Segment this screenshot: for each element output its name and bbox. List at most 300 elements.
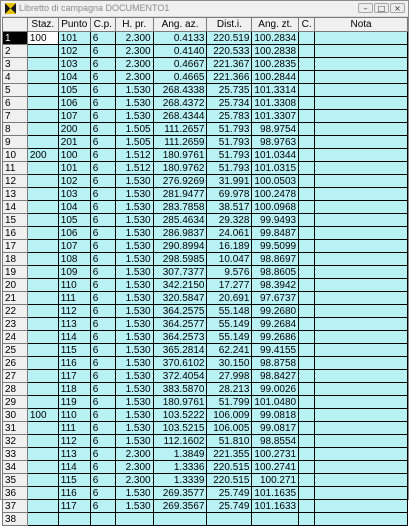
grid-cell[interactable]: [27, 513, 58, 526]
grid-cell[interactable]: 268.4372: [153, 97, 207, 110]
grid-cell[interactable]: [299, 279, 315, 292]
grid-cell[interactable]: 6: [90, 422, 115, 435]
grid-cell[interactable]: [299, 305, 315, 318]
grid-cell[interactable]: [27, 253, 58, 266]
grid-cell[interactable]: 114: [58, 461, 90, 474]
row-header[interactable]: 12: [3, 175, 28, 188]
row-header[interactable]: 3: [3, 58, 28, 71]
grid-cell[interactable]: [299, 214, 315, 227]
grid-cell[interactable]: [315, 344, 408, 357]
column-header[interactable]: H. pr.: [115, 18, 153, 32]
row-header[interactable]: 15: [3, 214, 28, 227]
table-row[interactable]: [3, 162, 408, 175]
grid-cell[interactable]: 220.515: [207, 461, 252, 474]
grid-cell[interactable]: [299, 318, 315, 331]
grid-cell[interactable]: 6: [90, 409, 115, 422]
grid-cell[interactable]: 101.3308: [252, 97, 299, 110]
grid-cell[interactable]: 25.749: [207, 500, 252, 513]
grid-cell[interactable]: [27, 97, 58, 110]
grid-cell[interactable]: 101.1635: [252, 487, 299, 500]
grid-cell[interactable]: [27, 461, 58, 474]
grid-cell[interactable]: [315, 500, 408, 513]
grid-cell[interactable]: [27, 279, 58, 292]
grid-cell[interactable]: 6: [90, 370, 115, 383]
grid-cell[interactable]: 29.328: [207, 214, 252, 227]
grid-cell[interactable]: 106: [58, 227, 90, 240]
row-header[interactable]: 6: [3, 97, 28, 110]
grid-cell[interactable]: 100.0968: [252, 201, 299, 214]
grid-cell[interactable]: 105: [58, 214, 90, 227]
grid-cell[interactable]: [90, 513, 115, 526]
grid-cell[interactable]: 1.530: [115, 188, 153, 201]
grid-cell[interactable]: [27, 110, 58, 123]
grid-cell[interactable]: 2.300: [115, 32, 153, 45]
column-header[interactable]: Staz.: [27, 18, 58, 32]
grid-cell[interactable]: [299, 487, 315, 500]
row-header[interactable]: 17: [3, 240, 28, 253]
grid-cell[interactable]: [27, 500, 58, 513]
grid-cell[interactable]: 25.749: [207, 487, 252, 500]
grid-cell[interactable]: [299, 344, 315, 357]
grid-cell[interactable]: [315, 58, 408, 71]
grid-cell[interactable]: 111: [58, 422, 90, 435]
grid-cell[interactable]: 1.3336: [153, 461, 207, 474]
grid-cell[interactable]: 27.998: [207, 370, 252, 383]
grid-cell[interactable]: [299, 175, 315, 188]
grid-cell[interactable]: [315, 175, 408, 188]
grid-cell[interactable]: [27, 383, 58, 396]
grid-cell[interactable]: 16.189: [207, 240, 252, 253]
row-header[interactable]: 37: [3, 500, 28, 513]
table-row[interactable]: [3, 305, 408, 318]
grid-cell[interactable]: [315, 32, 408, 45]
grid-cell[interactable]: [58, 513, 90, 526]
table-row[interactable]: [3, 279, 408, 292]
grid-cell[interactable]: 221.367: [207, 58, 252, 71]
grid-cell[interactable]: [315, 279, 408, 292]
table-row[interactable]: [3, 448, 408, 461]
grid-cell[interactable]: 69.978: [207, 188, 252, 201]
grid-cell[interactable]: 2.300: [115, 71, 153, 84]
grid-cell[interactable]: 6: [90, 318, 115, 331]
table-row[interactable]: [3, 227, 408, 240]
grid-cell[interactable]: [315, 253, 408, 266]
grid-cell[interactable]: 298.5985: [153, 253, 207, 266]
grid-cell[interactable]: 6: [90, 266, 115, 279]
grid-cell[interactable]: 6: [90, 331, 115, 344]
row-header[interactable]: 13: [3, 188, 28, 201]
grid-cell[interactable]: 1.505: [115, 123, 153, 136]
grid-cell[interactable]: 364.2575: [153, 305, 207, 318]
grid-cell[interactable]: 20.691: [207, 292, 252, 305]
grid-cell[interactable]: 1.530: [115, 422, 153, 435]
column-header[interactable]: C.p.: [90, 18, 115, 32]
table-row[interactable]: [3, 500, 408, 513]
row-header[interactable]: 19: [3, 266, 28, 279]
grid-cell[interactable]: 100.2741: [252, 461, 299, 474]
grid-cell[interactable]: 51.799: [207, 396, 252, 409]
grid-cell[interactable]: 370.6102: [153, 357, 207, 370]
grid-cell[interactable]: 116: [58, 357, 90, 370]
grid-cell[interactable]: 6: [90, 305, 115, 318]
row-header[interactable]: 1: [3, 32, 28, 45]
grid-cell[interactable]: 102: [58, 45, 90, 58]
grid-cell[interactable]: [315, 305, 408, 318]
grid-cell[interactable]: [299, 45, 315, 58]
grid-cell[interactable]: [299, 461, 315, 474]
grid-cell[interactable]: [315, 110, 408, 123]
grid-cell[interactable]: 6: [90, 45, 115, 58]
grid-cell[interactable]: 100.2838: [252, 45, 299, 58]
grid-cell[interactable]: [315, 84, 408, 97]
grid-cell[interactable]: [315, 266, 408, 279]
grid-cell[interactable]: 112.1602: [153, 435, 207, 448]
grid-cell[interactable]: [27, 71, 58, 84]
grid-cell[interactable]: 2.300: [115, 474, 153, 487]
row-header[interactable]: 8: [3, 123, 28, 136]
grid-cell[interactable]: 100: [27, 32, 58, 45]
grid-cell[interactable]: 286.9837: [153, 227, 207, 240]
grid-cell[interactable]: 98.9763: [252, 136, 299, 149]
grid-cell[interactable]: 1.512: [115, 162, 153, 175]
grid-cell[interactable]: 364.2577: [153, 318, 207, 331]
grid-cell[interactable]: [299, 435, 315, 448]
grid-cell[interactable]: [315, 331, 408, 344]
grid-cell[interactable]: 1.530: [115, 487, 153, 500]
grid-cell[interactable]: 1.530: [115, 305, 153, 318]
grid-cell[interactable]: 114: [58, 331, 90, 344]
row-header[interactable]: 31: [3, 422, 28, 435]
grid-cell[interactable]: 101.0344: [252, 149, 299, 162]
grid-cell[interactable]: 200: [27, 149, 58, 162]
grid-cell[interactable]: 220.515: [207, 474, 252, 487]
grid-cell[interactable]: 220.533: [207, 45, 252, 58]
grid-cell[interactable]: 268.4338: [153, 84, 207, 97]
grid-cell[interactable]: 269.3567: [153, 500, 207, 513]
grid-cell[interactable]: 6: [90, 201, 115, 214]
grid-cell[interactable]: 31.991: [207, 175, 252, 188]
grid-cell[interactable]: [315, 149, 408, 162]
row-header[interactable]: 10: [3, 149, 28, 162]
grid-cell[interactable]: 1.530: [115, 253, 153, 266]
grid-cell[interactable]: 17.277: [207, 279, 252, 292]
grid-cell[interactable]: 100.2834: [252, 32, 299, 45]
grid-cell[interactable]: 1.530: [115, 344, 153, 357]
grid-cell[interactable]: [27, 422, 58, 435]
grid-cell[interactable]: 107: [58, 110, 90, 123]
grid-cell[interactable]: [315, 513, 408, 526]
grid-cell[interactable]: 1.530: [115, 331, 153, 344]
grid-cell[interactable]: 6: [90, 227, 115, 240]
grid-cell[interactable]: [299, 513, 315, 526]
grid-cell[interactable]: 1.530: [115, 292, 153, 305]
grid-cell[interactable]: [315, 448, 408, 461]
table-row[interactable]: [3, 409, 408, 422]
grid-cell[interactable]: [299, 396, 315, 409]
table-row[interactable]: [3, 123, 408, 136]
grid-cell[interactable]: 99.2684: [252, 318, 299, 331]
table-row[interactable]: [3, 318, 408, 331]
grid-cell[interactable]: [315, 487, 408, 500]
grid-cell[interactable]: [315, 435, 408, 448]
grid-cell[interactable]: 101: [58, 32, 90, 45]
grid-cell[interactable]: 2.300: [115, 45, 153, 58]
grid-cell[interactable]: 25.734: [207, 97, 252, 110]
grid-cell[interactable]: [299, 357, 315, 370]
row-header[interactable]: 16: [3, 227, 28, 240]
grid-cell[interactable]: [315, 383, 408, 396]
grid-cell[interactable]: 100.2478: [252, 188, 299, 201]
grid-cell[interactable]: [315, 370, 408, 383]
grid-cell[interactable]: 6: [90, 253, 115, 266]
grid-cell[interactable]: 25.783: [207, 110, 252, 123]
grid-cell[interactable]: 113: [58, 448, 90, 461]
grid-cell[interactable]: 221.366: [207, 71, 252, 84]
table-row[interactable]: [3, 201, 408, 214]
close-button[interactable]: ×: [390, 3, 405, 13]
grid-cell[interactable]: 6: [90, 136, 115, 149]
grid-cell[interactable]: [252, 513, 299, 526]
grid-cell[interactable]: 99.8487: [252, 227, 299, 240]
grid-cell[interactable]: [27, 396, 58, 409]
grid-cell[interactable]: 1.3339: [153, 474, 207, 487]
grid-cell[interactable]: [27, 474, 58, 487]
row-header[interactable]: 18: [3, 253, 28, 266]
grid-cell[interactable]: [315, 188, 408, 201]
row-header[interactable]: 32: [3, 435, 28, 448]
grid-cell[interactable]: [299, 71, 315, 84]
grid-cell[interactable]: [27, 58, 58, 71]
grid-cell[interactable]: 62.241: [207, 344, 252, 357]
table-row[interactable]: [3, 188, 408, 201]
grid-cell[interactable]: 307.7377: [153, 266, 207, 279]
grid-cell[interactable]: [27, 357, 58, 370]
grid-cell[interactable]: 100.2731: [252, 448, 299, 461]
grid-cell[interactable]: 99.4155: [252, 344, 299, 357]
grid-cell[interactable]: 117: [58, 370, 90, 383]
grid-cell[interactable]: [27, 305, 58, 318]
grid-cell[interactable]: 51.793: [207, 149, 252, 162]
grid-cell[interactable]: 6: [90, 162, 115, 175]
grid-cell[interactable]: [315, 240, 408, 253]
grid-cell[interactable]: 101.3314: [252, 84, 299, 97]
grid-cell[interactable]: 364.2573: [153, 331, 207, 344]
grid-cell[interactable]: 290.8994: [153, 240, 207, 253]
grid-cell[interactable]: [27, 123, 58, 136]
grid-cell[interactable]: 111: [58, 292, 90, 305]
grid-cell[interactable]: 99.2680: [252, 305, 299, 318]
column-header[interactable]: Nota: [315, 18, 408, 32]
grid-cell[interactable]: 281.9477: [153, 188, 207, 201]
row-header[interactable]: 27: [3, 370, 28, 383]
table-row[interactable]: [3, 396, 408, 409]
row-header[interactable]: 36: [3, 487, 28, 500]
grid-cell[interactable]: 115: [58, 474, 90, 487]
table-row[interactable]: [3, 58, 408, 71]
field-book-grid[interactable]: [2, 17, 408, 526]
table-row[interactable]: [3, 513, 408, 526]
grid-cell[interactable]: [299, 331, 315, 344]
grid-cell[interactable]: 0.4133: [153, 32, 207, 45]
grid-cell[interactable]: [27, 227, 58, 240]
minimize-button[interactable]: –: [358, 3, 373, 13]
row-header[interactable]: 7: [3, 110, 28, 123]
grid-cell[interactable]: 101: [58, 162, 90, 175]
grid-cell[interactable]: [315, 123, 408, 136]
grid-cell[interactable]: [27, 266, 58, 279]
grid-cell[interactable]: 6: [90, 461, 115, 474]
grid-cell[interactable]: 24.061: [207, 227, 252, 240]
grid-cell[interactable]: 98.8697: [252, 253, 299, 266]
grid-cell[interactable]: 51.793: [207, 162, 252, 175]
grid-cell[interactable]: 6: [90, 240, 115, 253]
grid-cell[interactable]: [299, 97, 315, 110]
grid-cell[interactable]: 101.3307: [252, 110, 299, 123]
grid-cell[interactable]: [27, 240, 58, 253]
table-row[interactable]: [3, 383, 408, 396]
grid-cell[interactable]: 0.4667: [153, 58, 207, 71]
grid-cell[interactable]: [299, 58, 315, 71]
row-header[interactable]: 23: [3, 318, 28, 331]
grid-cell[interactable]: 100.2835: [252, 58, 299, 71]
table-row[interactable]: [3, 474, 408, 487]
grid-cell[interactable]: [315, 136, 408, 149]
grid-cell[interactable]: [299, 448, 315, 461]
grid-cell[interactable]: 107: [58, 240, 90, 253]
grid-cell[interactable]: 98.8758: [252, 357, 299, 370]
grid-cell[interactable]: 55.148: [207, 305, 252, 318]
table-row[interactable]: [3, 487, 408, 500]
row-header[interactable]: 2: [3, 45, 28, 58]
grid-cell[interactable]: [315, 214, 408, 227]
corner-header[interactable]: [3, 18, 28, 32]
column-header[interactable]: Ang. zt.: [252, 18, 299, 32]
grid-cell[interactable]: 268.4344: [153, 110, 207, 123]
grid-cell[interactable]: 109: [58, 266, 90, 279]
grid-cell[interactable]: 106.005: [207, 422, 252, 435]
grid-cell[interactable]: 30.150: [207, 357, 252, 370]
grid-cell[interactable]: 112: [58, 435, 90, 448]
grid-cell[interactable]: 200: [58, 123, 90, 136]
grid-cell[interactable]: [27, 188, 58, 201]
table-row[interactable]: [3, 175, 408, 188]
grid-cell[interactable]: 285.4634: [153, 214, 207, 227]
grid-cell[interactable]: 1.530: [115, 279, 153, 292]
grid-cell[interactable]: [207, 513, 252, 526]
grid-cell[interactable]: 6: [90, 214, 115, 227]
grid-cell[interactable]: 1.530: [115, 383, 153, 396]
table-row[interactable]: [3, 32, 408, 45]
table-row[interactable]: [3, 240, 408, 253]
grid-cell[interactable]: 6: [90, 500, 115, 513]
grid-cell[interactable]: 102: [58, 175, 90, 188]
grid-cell[interactable]: 6: [90, 435, 115, 448]
grid-cell[interactable]: [27, 448, 58, 461]
row-header[interactable]: 21: [3, 292, 28, 305]
row-header[interactable]: 33: [3, 448, 28, 461]
grid-cell[interactable]: 110: [58, 409, 90, 422]
grid-cell[interactable]: 55.149: [207, 318, 252, 331]
grid-cell[interactable]: 1.505: [115, 136, 153, 149]
grid-cell[interactable]: 283.7858: [153, 201, 207, 214]
grid-cell[interactable]: [299, 266, 315, 279]
grid-cell[interactable]: [299, 32, 315, 45]
grid-cell[interactable]: 9.576: [207, 266, 252, 279]
table-row[interactable]: [3, 266, 408, 279]
grid-cell[interactable]: [299, 500, 315, 513]
table-row[interactable]: [3, 214, 408, 227]
grid-cell[interactable]: 111.2659: [153, 136, 207, 149]
grid-cell[interactable]: 6: [90, 474, 115, 487]
row-header[interactable]: 11: [3, 162, 28, 175]
grid-cell[interactable]: 118: [58, 383, 90, 396]
grid-cell[interactable]: 116: [58, 487, 90, 500]
grid-cell[interactable]: [315, 201, 408, 214]
grid-cell[interactable]: [27, 136, 58, 149]
grid-cell[interactable]: 1.530: [115, 201, 153, 214]
grid-cell[interactable]: 6: [90, 175, 115, 188]
grid-cell[interactable]: [299, 149, 315, 162]
grid-cell[interactable]: [299, 474, 315, 487]
grid-cell[interactable]: 100: [27, 409, 58, 422]
grid-cell[interactable]: [27, 435, 58, 448]
grid-cell[interactable]: 1.512: [115, 149, 153, 162]
grid-cell[interactable]: 6: [90, 110, 115, 123]
table-row[interactable]: [3, 357, 408, 370]
grid-cell[interactable]: 365.2814: [153, 344, 207, 357]
grid-cell[interactable]: 1.530: [115, 84, 153, 97]
grid-cell[interactable]: 103: [58, 58, 90, 71]
grid-cell[interactable]: [315, 409, 408, 422]
grid-cell[interactable]: 180.9761: [153, 396, 207, 409]
grid-cell[interactable]: 103: [58, 188, 90, 201]
maximize-button[interactable]: □: [374, 3, 389, 13]
table-row[interactable]: [3, 292, 408, 305]
grid-cell[interactable]: 1.530: [115, 266, 153, 279]
grid-cell[interactable]: [27, 45, 58, 58]
grid-cell[interactable]: 98.3942: [252, 279, 299, 292]
grid-cell[interactable]: [299, 253, 315, 266]
grid-cell[interactable]: 1.530: [115, 370, 153, 383]
table-row[interactable]: [3, 149, 408, 162]
grid-cell[interactable]: 98.8554: [252, 435, 299, 448]
grid-cell[interactable]: 28.213: [207, 383, 252, 396]
grid-cell[interactable]: [315, 357, 408, 370]
row-header[interactable]: 29: [3, 396, 28, 409]
grid-cell[interactable]: 99.0817: [252, 422, 299, 435]
grid-cell[interactable]: [299, 84, 315, 97]
grid-cell[interactable]: [299, 162, 315, 175]
column-header[interactable]: Ang. az.: [153, 18, 207, 32]
table-row[interactable]: [3, 422, 408, 435]
grid-cell[interactable]: 103.5222: [153, 409, 207, 422]
grid-cell[interactable]: 269.3577: [153, 487, 207, 500]
column-header[interactable]: Dist.i.: [207, 18, 252, 32]
grid-cell[interactable]: 55.149: [207, 331, 252, 344]
grid-cell[interactable]: [315, 71, 408, 84]
grid-cell[interactable]: 1.530: [115, 175, 153, 188]
grid-cell[interactable]: 6: [90, 84, 115, 97]
grid-cell[interactable]: [299, 188, 315, 201]
grid-cell[interactable]: [315, 396, 408, 409]
grid-cell[interactable]: [299, 422, 315, 435]
table-row[interactable]: [3, 110, 408, 123]
grid-cell[interactable]: 6: [90, 58, 115, 71]
grid-cell[interactable]: 180.9762: [153, 162, 207, 175]
grid-cell[interactable]: 6: [90, 396, 115, 409]
grid-cell[interactable]: 105: [58, 84, 90, 97]
grid-cell[interactable]: [299, 383, 315, 396]
